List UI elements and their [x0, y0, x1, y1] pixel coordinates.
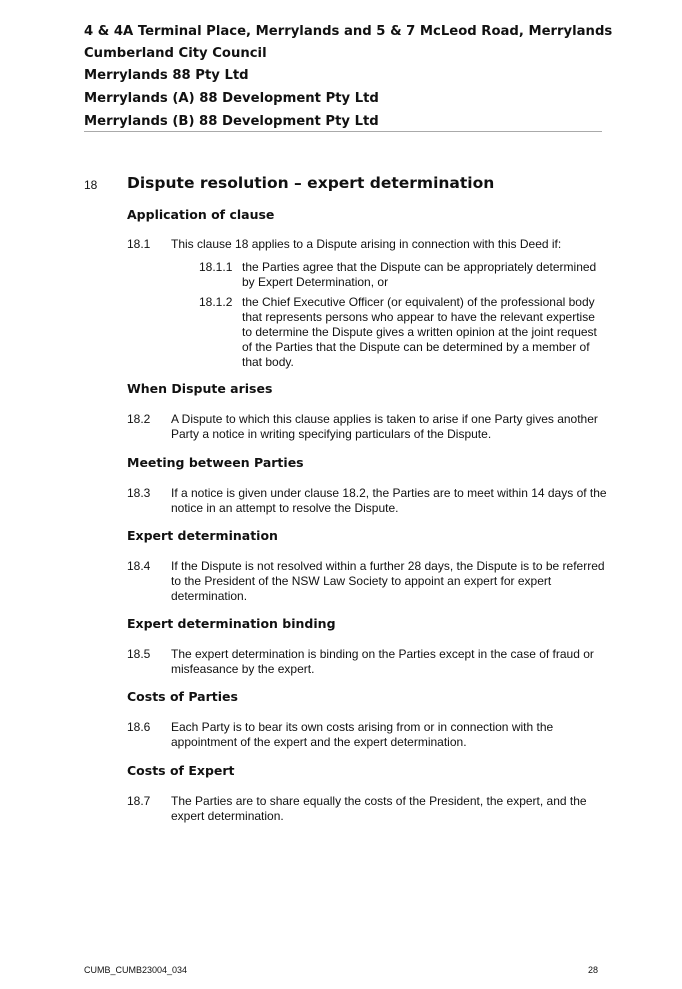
subheading-meeting: Meeting between Parties [127, 455, 304, 470]
header-divider [84, 131, 602, 132]
clause-text-18-1-2: the Chief Executive Officer (or equivalent) of the professional body that represents persons who appear to have the relevant expertise to determine the Dispute gives a written opinion at the joint request of the Parties that the Dispute can be determined by a member of that body. [242, 295, 597, 369]
clause-number-18-2: 18.2 [127, 412, 151, 426]
clause-number-18-1: 18.1 [127, 237, 151, 251]
clause-number-18-3: 18.3 [127, 486, 151, 500]
clause-number-18-6: 18.6 [127, 720, 151, 734]
header-line-1: 4 & 4A Terminal Place, Merrylands and 5 & 7 McLeod Road, Merrylands [84, 24, 613, 39]
clause-number-18-4: 18.4 [127, 559, 151, 573]
header-line-2: Cumberland City Council [84, 46, 267, 61]
header-line-3: Merrylands 88 Pty Ltd [84, 68, 249, 83]
clause-text-18-1-1: the Parties agree that the Dispute can be appropriately determined by Expert Determination, or [242, 260, 597, 289]
subheading-binding: Expert determination binding [127, 616, 336, 631]
subheading-when-dispute-arises: When Dispute arises [127, 381, 273, 396]
footer-page-number: 28 [588, 965, 599, 975]
clause-text-18-1: This clause 18 applies to a Dispute arising in connection with this Deed if: [171, 237, 562, 251]
clause-text-18-2: A Dispute to which this clause applies is taken to arise if one Party gives another Party a notice in writing specifying particulars of the Dispute. [171, 412, 598, 441]
header-line-5: Merrylands (B) 88 Development Pty Ltd [84, 114, 379, 129]
section-title: Dispute resolution – expert determination [127, 174, 495, 192]
header-line-4: Merrylands (A) 88 Development Pty Ltd [84, 91, 379, 106]
clause-number-18-1-1: 18.1.1 [199, 260, 233, 274]
subheading-expert-determination: Expert determination [127, 528, 278, 543]
clause-number-18-1-2: 18.1.2 [199, 295, 233, 309]
clause-number-18-5: 18.5 [127, 647, 151, 661]
subheading-application: Application of clause [127, 207, 275, 222]
clause-text-18-6: Each Party is to bear its own costs arising from or in connection with the appointment of the expert and the expert determination. [171, 720, 554, 749]
clause-number-18-7: 18.7 [127, 794, 151, 808]
section-number: 18 [84, 178, 98, 192]
clause-text-18-7: The Parties are to share equally the costs of the President, the expert, and the expert determination. [171, 794, 587, 823]
subheading-costs-of-parties: Costs of Parties [127, 689, 238, 704]
clause-text-18-4: If the Dispute is not resolved within a further 28 days, the Dispute is to be referred to the President of the NSW Law Society to appoint an expert for expert determination. [171, 559, 605, 603]
clause-text-18-3: If a notice is given under clause 18.2, the Parties are to meet within 14 days of the notice in an attempt to resolve the Dispute. [171, 486, 607, 515]
footer-doc-ref: CUMB_CUMB23004_034 [84, 965, 188, 975]
clause-text-18-5: The expert determination is binding on the Parties except in the case of fraud or misfeasance by the expert. [171, 647, 594, 676]
subheading-costs-of-expert: Costs of Expert [127, 763, 235, 778]
